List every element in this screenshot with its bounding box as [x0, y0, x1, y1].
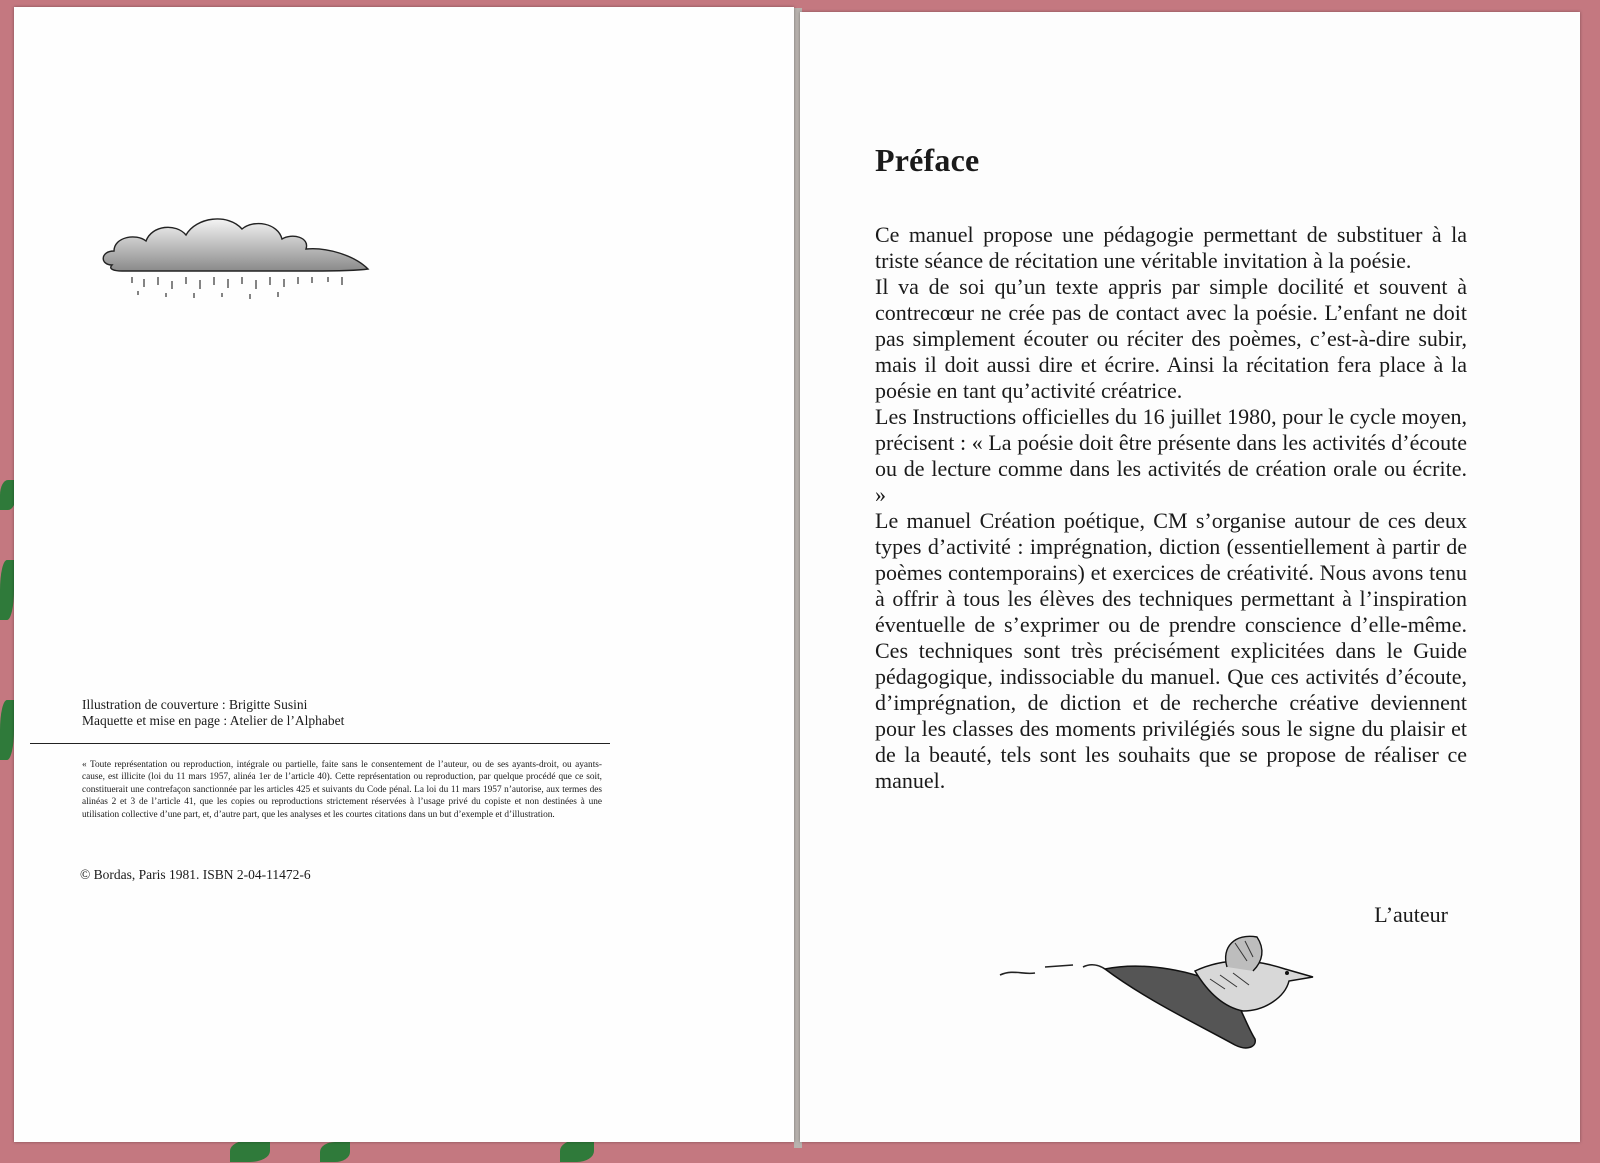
divider-rule [30, 743, 610, 744]
author-signature: L’auteur [1374, 902, 1448, 927]
rain-cloud-icon [92, 207, 392, 317]
cover-leaf-decoration [0, 700, 14, 760]
cover-leaf-decoration [230, 1140, 270, 1162]
credit-line: Illustration de couverture : Brigitte Susini [82, 697, 308, 712]
page-title: Préface [875, 142, 980, 178]
cover-leaf-decoration [320, 1142, 350, 1162]
preface-paragraph: Il va de soi qu’un texte appris par simple docilité et souvent à contrecœur ne crée pas de contact avec la poésie. L’enfant ne doit pas simplement écouter ou réciter des poèmes, c’est-à-dire subir, mais il doit aussi dire et écrire. Ainsi la récitation fera place à la poésie en tant qu’activité créatrice. [875, 274, 1467, 403]
preface-paragraph: Le manuel Création poétique, CM s’organise autour de ces deux types d’activité : imprégnation, diction (essentiellement à partir de poèmes contemporains) et exercices de créativité. Nous avons tenu à offrir à tous les élèves des techniques permettant à l’inspiration éventuelle de s’exprimer ou de prendre conscience d’elle-même. Ces techniques sont très précisément explicitées dans le Guide pédagogique, indissociable du manuel. Que ces activités d’écoute, d’imprégnation, de diction et de recherche créative deviennent pour les classes des moments privilégiés sous le signe du plaisir et de la beauté, tels sont les souhaits que se propose de réaliser ce manuel. [875, 508, 1467, 793]
credit-line: Maquette et mise en page : Atelier de l’Alphabet [82, 713, 345, 728]
cover-leaf-decoration [560, 1140, 594, 1162]
bird-pen-icon [995, 927, 1375, 1057]
right-page [800, 12, 1580, 1142]
preface-body [875, 222, 1467, 794]
preface-paragraph: Ce manuel propose une pédagogie permettant de substituer à la triste séance de récitation une véritable invitation à la poésie. [875, 222, 1467, 273]
cover-credits [82, 697, 642, 729]
preface-paragraph: Les Instructions officielles du 16 juillet 1980, pour le cycle moyen, précisent : « La poésie doit être présente dans les activités d’écoute ou de lecture comme dans les activités de création orale ou écrite. » [875, 404, 1467, 507]
copyright-line: © Bordas, Paris 1981. ISBN 2-04-11472-6 [80, 867, 311, 882]
legal-notice: « Toute représentation ou reproduction, intégrale ou partielle, faite sans le consentement de l’auteur, ou de ses ayants-droit, ou ayants-cause, est illicite (loi du 11 mars 1957, alinéa 1er de l’article 40). Cette représentation ou reproduction, par quelque procédé que ce soit, constituerait une contrefaçon sanctionnée par les articles 425 et suivants du Code pénal. La loi du 11 mars 1957 n’autorise, aux termes des alinéas 2 et 3 de l’article 41, que les copies ou reproductions strictement réservées à l’usage privé du copiste et non destinées à une utilisation collective d’une part, et, d’autre part, que les analyses et les courtes citations dans un but d’exemple et d’illustration. [82, 760, 602, 820]
left-page [14, 7, 794, 1142]
cover-leaf-decoration [0, 560, 14, 620]
